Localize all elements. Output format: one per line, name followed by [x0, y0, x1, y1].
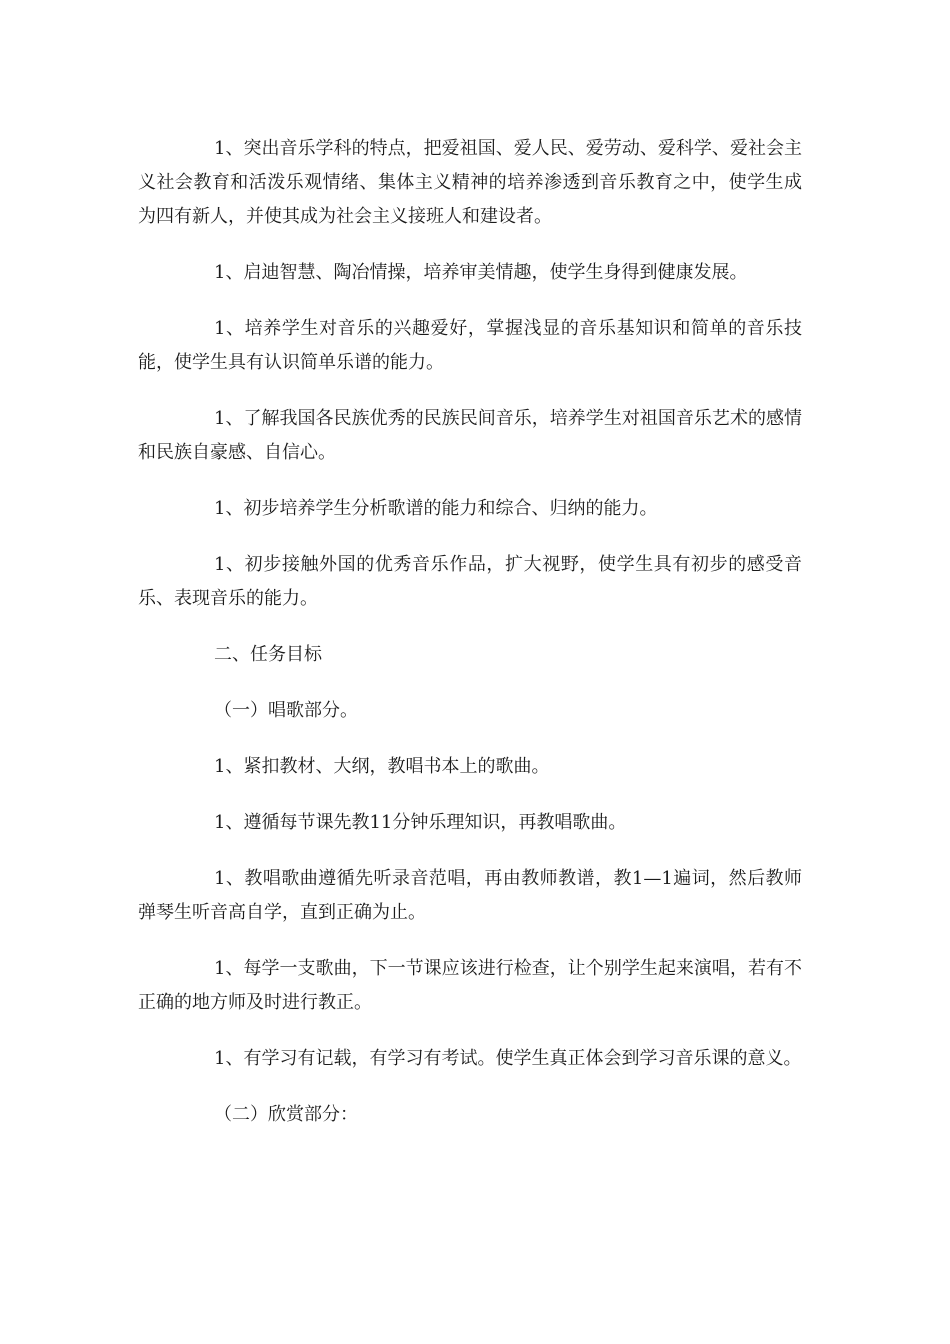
- paragraph-goal-5: 1、初步培养学生分析歌谱的能力和综合、归纳的能力。: [214, 498, 658, 519]
- paragraph-goal-1: 1、突出音乐学科的特点，把爱祖国、爱人民、爱劳动、爱科学、爱社会主义社会教育和活泼乐观情绪、集体主义精神的培养渗透到音乐教育之中，使学生成为四有新人，并使其成为社会主义接班人和建设者。: [138, 138, 802, 227]
- paragraph-singing-3: 1、教唱歌曲遵循先听录音范唱，再由教师教谱，教1—1遍词，然后教师弹琴生听音高自学，直到正确为止。: [138, 868, 802, 923]
- paragraph-goal-3: 1、培养学生对音乐的兴趣爱好，掌握浅显的音乐基知识和简单的音乐技能，使学生具有认识简单乐谱的能力。: [138, 318, 802, 373]
- subsection-heading-appreciation: （二）欣赏部分：: [214, 1104, 358, 1125]
- paragraph-singing-5: 1、有学习有记载，有学习有考试。使学生真正体会到学习音乐课的意义。: [214, 1048, 802, 1069]
- subsection-heading-singing: （一）唱歌部分。: [214, 700, 358, 721]
- paragraph-singing-1: 1、紧扣教材、大纲，教唱书本上的歌曲。: [214, 756, 550, 777]
- section-heading-task-goals: 二、任务目标: [214, 644, 322, 665]
- paragraph-goal-6: 1、初步接触外国的优秀音乐作品，扩大视野，使学生具有初步的感受音乐、表现音乐的能力。: [138, 554, 802, 609]
- paragraph-goal-2: 1、启迪智慧、陶冶情操，培养审美情趣，使学生身得到健康发展。: [214, 262, 748, 283]
- paragraph-singing-4: 1、每学一支歌曲，下一节课应该进行检查，让个别学生起来演唱，若有不正确的地方师及时进行教正。: [138, 958, 802, 1013]
- document-body: [138, 132, 802, 1154]
- paragraph-goal-4: 1、了解我国各民族优秀的民族民间音乐，培养学生对祖国音乐艺术的感情和民族自豪感、自信心。: [138, 408, 802, 463]
- paragraph-singing-2: 1、遵循每节课先教11分钟乐理知识，再教唱歌曲。: [214, 812, 627, 833]
